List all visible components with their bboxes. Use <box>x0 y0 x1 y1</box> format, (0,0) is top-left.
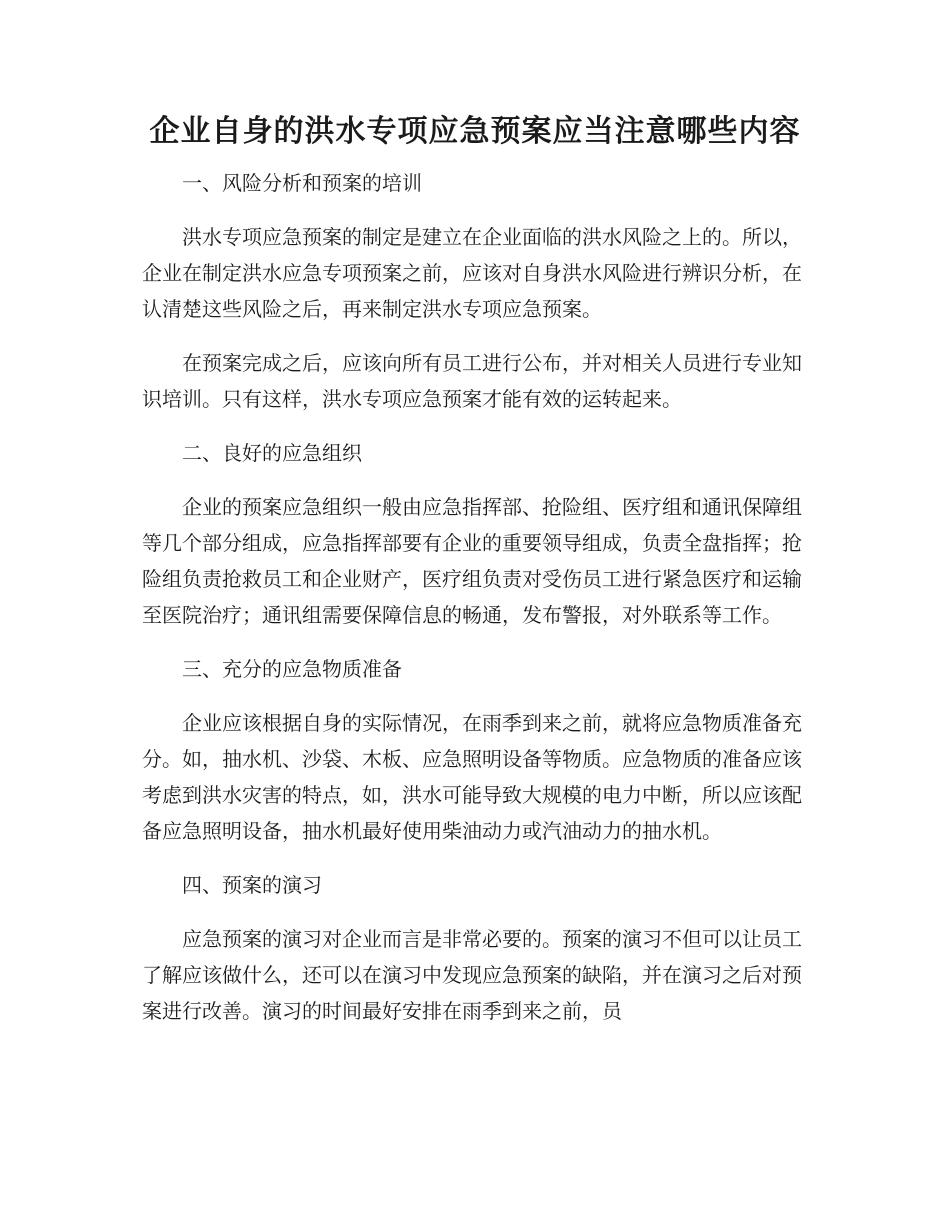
section-heading-organization: 二、良好的应急组织 <box>182 441 362 465</box>
paragraph-training: 在预案完成之后，应该向所有员工进行公布，并对相关人员进行专业知识培训。只有这样，洪水专项应急预案才能有效的运转起来。 <box>142 351 802 411</box>
document-title: 企业自身的洪水专项应急预案应当注意哪些内容 <box>149 114 801 149</box>
section-heading-drill: 四、预案的演习 <box>182 873 322 897</box>
paragraph-drill: 应急预案的演习对企业而言是非常必要的。预案的演习不但可以让员工了解应该做什么，还可以在演习中发现应急预案的缺陷，并在演习之后对预案进行改善。演习的时间最好安排在雨季到来之前，员 <box>142 927 802 1023</box>
section-heading-materials: 三、充分的应急物质准备 <box>182 657 402 681</box>
paragraph-organization: 企业的预案应急组织一般由应急指挥部、抢险组、医疗组和通讯保障组等几个部分组成，应急指挥部要有企业的重要领导组成，负责全盘指挥；抢险组负责抢救员工和企业财产，医疗组负责对受伤员工进行紧急医疗和运输至医院治疗；通讯组需要保障信息的畅通，发布警报，对外联系等工作。 <box>142 495 802 627</box>
paragraph-materials: 企业应该根据自身的实际情况，在雨季到来之前，就将应急物质准备充分。如，抽水机、沙袋、木板、应急照明设备等物质。应急物质的准备应该考虑到洪水灾害的特点，如，洪水可能导致大规模的电力中断，所以应该配备应急照明设备，抽水机最好使用柴油动力或汽油动力的抽水机。 <box>142 711 802 843</box>
paragraph-risk-basis: 洪水专项应急预案的制定是建立在企业面临的洪水风险之上的。所以，企业在制定洪水应急专项预案之前，应该对自身洪水风险进行辨识分析，在认清楚这些风险之后，再来制定洪水专项应急预案。 <box>142 225 802 321</box>
document-body <box>142 165 802 1047</box>
section-heading-risk-analysis: 一、风险分析和预案的培训 <box>182 171 422 195</box>
